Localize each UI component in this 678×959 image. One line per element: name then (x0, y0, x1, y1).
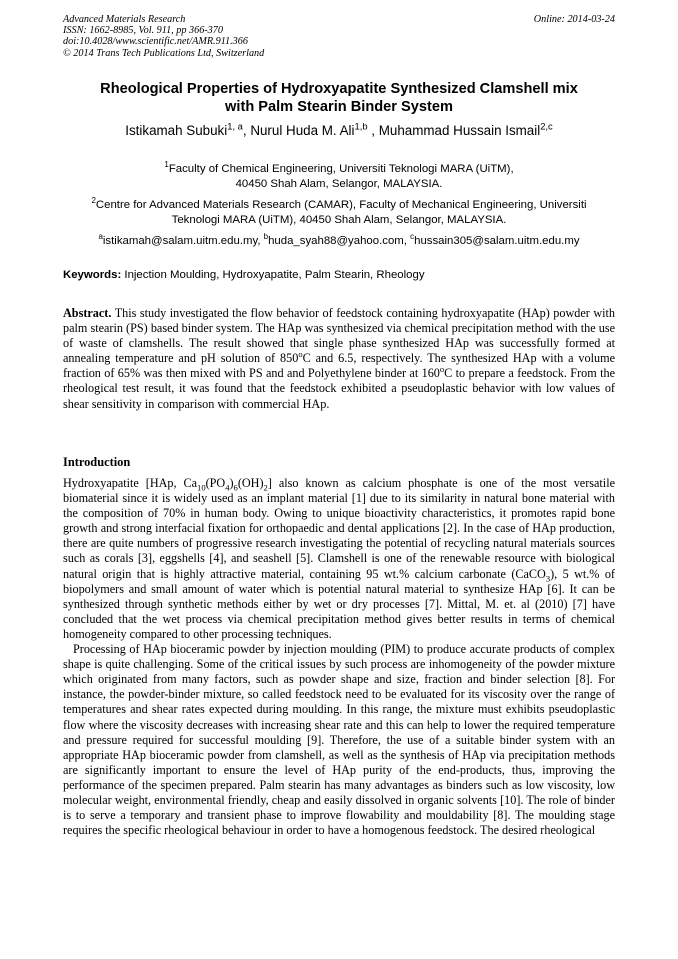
p1-text-d: (OH) (237, 476, 264, 490)
copyright-line: © 2014 Trans Tech Publications Ltd, Switzerland (63, 47, 265, 59)
introduction-paragraph-1 (63, 476, 615, 642)
degree-superscript-1: o (298, 349, 303, 360)
keywords-label: Keywords: (63, 269, 122, 281)
author-1-superscript: 1, a (227, 121, 243, 132)
author-3-superscript: 2,c (540, 121, 553, 132)
title-line-1: Rheological Properties of Hydroxyapatite Synthesized Clamshell mix (100, 81, 578, 97)
email-c-superscript: c (410, 232, 415, 242)
email-a-superscript: a (98, 232, 103, 242)
online-date: Online: 2014-03-24 (533, 14, 615, 25)
doi-line: doi:10.4028/www.scientific.net/AMR.911.366 (63, 36, 248, 48)
affiliation-1-line-1: Faculty of Chemical Engineering, Universiti Teknologi MARA (UiTM), (168, 163, 514, 175)
email-b: huda_syah88@yahoo.com, (268, 235, 411, 247)
affiliation-1-superscript: 1 (164, 160, 169, 170)
abstract-text-3: C to prepare a feedstock. From the rheological test result, it was found that the feedstock exhibited a pseudoplastic behavior with low values of shear sensitivity in comparison with commercial HAp. (63, 366, 615, 411)
abstract-text-2: C and 6.5, respectively. The synthesized HAp with a volume fraction of 65% was then mixed with PS and and Polyethylene binder at 160 (63, 351, 615, 381)
keywords-text: Injection Moulding, Hydroxyapatite, Palm Stearin, Rheology (121, 269, 425, 281)
abstract-label: Abstract. (63, 306, 112, 320)
affiliation-2 (63, 198, 615, 228)
p1-text-b: (PO (205, 476, 226, 490)
author-list (63, 122, 615, 140)
introduction-paragraph-2: Processing of HAp bioceramic powder by injection moulding (PIM) to produce accurate products of complex shape is quite challenging. Some of the critical issues by such process are inhomogeneity of the powder mixture which originated from many factors, such as powder shape and size, fraction and binder selection [8]. For instance, the powder-binder mixture, so called feedstock need to be evaluated for its viscosity over the range of temperatures and shear rates expected during moulding. In this range, the mixture must exhibits pseudoplastic flow where the viscosity decreases with increasing shear rate and this can help to lower the required temperature and pressure required for successful moulding [9]. Therefore, the use of a suitable binder system with an appropriate HAp bioceramic powder from clamshell, as well as the synthesis of HAp via precipitation methods are significantly important to ensure the level of HAp purity of the end-products, thus, improving the performance of the specimen prepared. Palm stearin has many advantages as binders such as low viscosity, low molecular weight, environmental friendly, cheap and easily dissolved in organic solvents [10]. The role of binder is to serve a temporary and transient phase to improve flowability and mouldability [8]. The moulding stage requires the specific rheological behaviour in order to have a homogenous feedstock. The desired rheological (63, 642, 615, 838)
email-c: hussain305@salam.uitm.edu.my (414, 235, 580, 247)
affiliation-2-line-1: Centre for Advanced Materials Research (CAMAR), Faculty of Mechanical Engineering, Universiti (95, 199, 587, 211)
affiliation-2-line-2: Teknologi MARA (UiTM), 40450 Shah Alam, Selangor, MALAYSIA. (171, 214, 507, 226)
p1-text-a: Hydroxyapatite [HAp, Ca (63, 476, 198, 490)
abstract (63, 306, 615, 412)
author-1: Istikamah Subuki (125, 123, 228, 138)
email-a: istikamah@salam.uitm.edu.my, (102, 235, 264, 247)
journal-header (63, 14, 615, 59)
author-emails (63, 234, 615, 249)
keywords (63, 268, 615, 282)
introduction-body (63, 476, 615, 838)
section-heading-introduction: Introduction (63, 455, 131, 469)
author-2-superscript: 1,b (354, 121, 368, 132)
affiliation-1-line-2: 40450 Shah Alam, Selangor, MALAYSIA. (235, 178, 443, 190)
p1-subscript-3: 6 (233, 482, 238, 493)
p1-subscript-5: 3 (545, 573, 551, 583)
author-3: , Muhammad Hussain Ismail (367, 123, 541, 138)
paper-title (63, 80, 615, 116)
issn-line: ISSN: 1662-8985, Vol. 911, pp 366-370 (63, 25, 223, 37)
p1-subscript-2: 4 (225, 482, 230, 493)
degree-superscript-2: o (439, 364, 445, 375)
abstract-text-1: This study investigated the flow behavior of feedstock containing hydroxyapatite (HAp) powder with palm stearin (PS) based binder system. The HAp was synthesized via chemical precipitation method with the use of waste of clamshells. The result showed that single phase synthesized HAp was successfully formed at annealing temperature and pH solution of 850 (63, 306, 615, 366)
affiliation-2-superscript: 2 (91, 196, 96, 206)
p1-text-c: ) (229, 476, 234, 490)
affiliation-1 (63, 162, 615, 192)
author-2: , Nurul Huda M. Ali (242, 123, 355, 138)
journal-name: Advanced Materials Research (63, 14, 186, 25)
p1-subscript-4: 2 (263, 482, 268, 493)
p1-text-f: ), 5 wt.% of biopolymers and small amount of water which is potential natural material to synthesize HAp [6]. It can be synthesized through synthetic methods either by wet or dry processes [7]. Mittal, M. et. al (2010) [7] have concluded that the wet process via chemical precipitation method gives better results in terms of chemical homogeneity compared to other processing techniques. (63, 566, 615, 641)
p1-subscript-1: 10 (197, 482, 206, 493)
email-b-superscript: b (263, 232, 269, 242)
p1-text-e: ] also known as calcium phosphate is one of the most versatile biomaterial since it is widely used as an implant material [1] due to its similarity in natural bone material with the composition of 70% in human body. Owing to unique bioactivity characteristics, it promotes rapid bone growth and strong interfacial fixation for orthopaedic and dental applications [2]. In the case of HAp production, there are quite numbers of progressive research investigating the potential of recycling natural materials sources such as corals [3], eggshells [4], and seashell [5]. Clamshell is one of the renewable resource with biological natural origin that is highly attractive material, containing 95 wt.% calcium carbonate (CaCO (63, 476, 615, 581)
title-line-2: with Palm Stearin Binder System (225, 99, 453, 115)
